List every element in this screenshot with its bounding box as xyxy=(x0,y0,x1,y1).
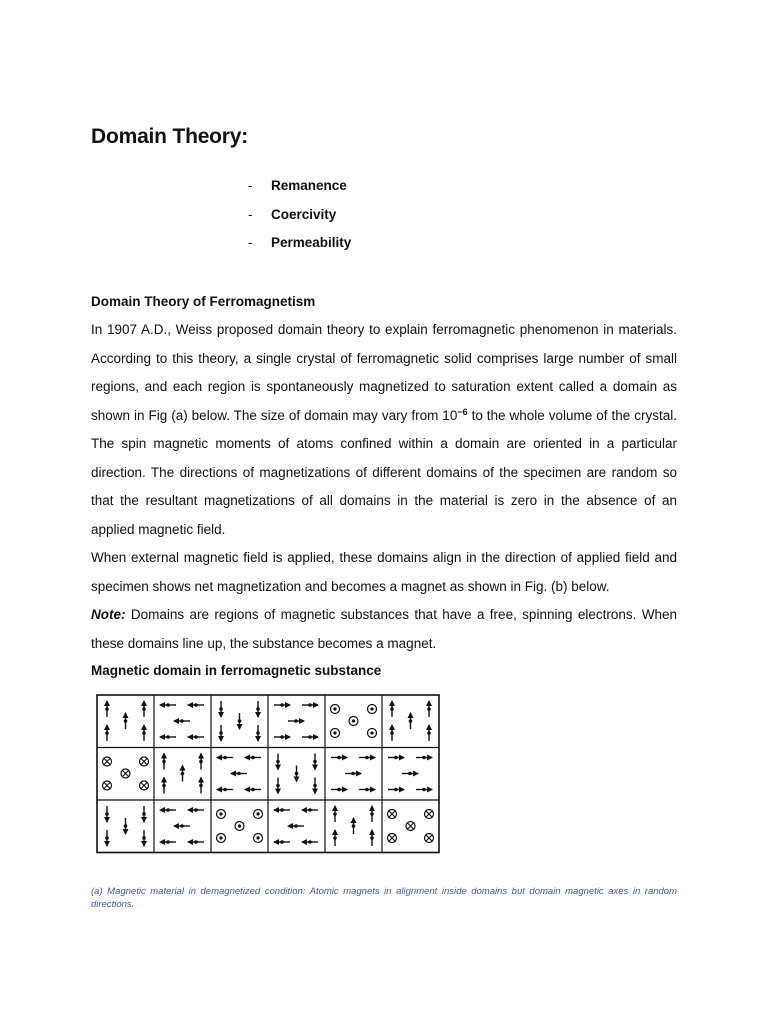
figure-heading: Magnetic domain in ferromagnetic substance xyxy=(91,663,382,678)
bullet-dash: - xyxy=(248,206,253,222)
section-heading: Domain Theory of Ferromagnetism xyxy=(91,294,316,309)
atom-dot-icon xyxy=(370,812,374,816)
domain-cell xyxy=(390,701,431,741)
domain-cell xyxy=(276,754,317,794)
atom-dot-icon xyxy=(422,756,426,760)
paragraph-intro xyxy=(91,316,677,544)
atom-dot-icon xyxy=(427,731,431,735)
atom-dot-icon xyxy=(308,735,312,739)
domain-grid-diagram xyxy=(95,693,441,855)
note-paragraph xyxy=(91,601,677,658)
atom-dot-icon xyxy=(313,784,317,788)
atom-dot-icon xyxy=(280,735,284,739)
atom-dot-icon xyxy=(308,703,312,707)
domain-cell xyxy=(388,756,432,792)
atom-dot-icon xyxy=(223,788,227,792)
atom-dot-icon xyxy=(251,756,255,760)
atom-dot-icon xyxy=(295,772,299,776)
atom-dot-icon xyxy=(166,840,170,844)
atom-dot-icon xyxy=(166,703,170,707)
atom-dot-icon xyxy=(105,731,109,735)
atom-dot-icon xyxy=(180,824,184,828)
atom-dot-icon xyxy=(337,756,341,760)
atom-dot-icon xyxy=(308,808,312,812)
domain-cell xyxy=(162,754,203,794)
bullet-label: Permeability xyxy=(271,235,352,250)
domain-cell xyxy=(331,756,375,792)
field-out-dot-icon xyxy=(256,836,259,839)
bullet-label: Remanence xyxy=(271,178,347,193)
atom-dot-icon xyxy=(280,840,284,844)
page-title: Domain Theory: xyxy=(91,125,249,148)
atom-dot-icon xyxy=(124,719,128,723)
atom-dot-icon xyxy=(251,788,255,792)
field-out-dot-icon xyxy=(370,731,373,734)
atom-dot-icon xyxy=(162,760,166,764)
paragraph-applied-field: When external magnetic field is applied, these domains align in the direction of applied field and specimen shows net magnetization and becomes a magnet as shown in Fig. (b) below. xyxy=(91,550,677,594)
atom-dot-icon xyxy=(365,788,369,792)
atom-dot-icon xyxy=(194,703,198,707)
atom-dot-icon xyxy=(337,788,341,792)
atom-dot-icon xyxy=(219,731,223,735)
atom-dot-icon xyxy=(142,707,146,711)
field-out-dot-icon xyxy=(333,707,336,710)
atom-dot-icon xyxy=(280,703,284,707)
atom-dot-icon xyxy=(194,735,198,739)
atom-dot-icon xyxy=(105,707,109,711)
field-out-dot-icon xyxy=(219,836,222,839)
atom-dot-icon xyxy=(105,812,109,816)
domain-cell xyxy=(388,810,434,843)
bullet-dash: - xyxy=(248,178,253,193)
paragraph-intro-text-b: to the whole volume of the crystal. The spin magnetic moments of atoms confined within a domain are oriented in a particular direction. The directions of magnetizations of different domains of the specimen are random so that the resultant magnetizations of all domains in the material is zero in the absence of an applied magnetic field. xyxy=(91,407,678,537)
atom-dot-icon xyxy=(427,707,431,711)
atom-dot-icon xyxy=(351,772,355,776)
atom-dot-icon xyxy=(256,731,260,735)
domain-cell xyxy=(105,806,146,846)
domain-cell xyxy=(274,703,318,739)
bullet-item xyxy=(248,207,351,236)
atom-dot-icon xyxy=(142,731,146,735)
atom-dot-icon xyxy=(294,719,298,723)
atom-dot-icon xyxy=(199,760,203,764)
atom-dot-icon xyxy=(422,788,426,792)
atom-dot-icon xyxy=(162,784,166,788)
atom-dot-icon xyxy=(280,808,284,812)
atom-dot-icon xyxy=(223,756,227,760)
atom-dot-icon xyxy=(276,760,280,764)
atom-dot-icon xyxy=(313,760,317,764)
atom-dot-icon xyxy=(409,719,413,723)
field-out-dot-icon xyxy=(256,812,259,815)
atom-dot-icon xyxy=(181,772,185,776)
atom-dot-icon xyxy=(256,707,260,711)
atom-dot-icon xyxy=(142,836,146,840)
bullet-item xyxy=(248,178,351,207)
atom-dot-icon xyxy=(308,840,312,844)
exponent: −6 xyxy=(457,406,468,417)
bullet-list xyxy=(248,178,351,264)
atom-dot-icon xyxy=(180,719,184,723)
domain-cell xyxy=(331,705,377,738)
atom-dot-icon xyxy=(390,707,394,711)
atom-dot-icon xyxy=(352,824,356,828)
paragraph-intro-text-a: In 1907 A.D., Weiss proposed domain theory to explain ferromagnetic phenomenon in materials. According to this theory, a single crystal of ferromagnetic solid comprises large number of small regions, and each region is spontaneously magnetized to saturation extent called a domain as shown in Fig (a) below. The size of domain may vary from 10 xyxy=(91,322,677,423)
atom-dot-icon xyxy=(199,784,203,788)
bullet-label: Coercivity xyxy=(271,206,337,222)
domain-cell xyxy=(160,703,204,739)
atom-dot-icon xyxy=(370,836,374,840)
bullet-dash: - xyxy=(248,235,253,250)
note-label: Note: xyxy=(91,607,126,622)
note-text: Domains are regions of magnetic substances that have a free, spinning electrons. When these domains line up, the substance becomes a magnet. xyxy=(91,607,677,651)
atom-dot-icon xyxy=(238,719,242,723)
atom-dot-icon xyxy=(166,735,170,739)
atom-dot-icon xyxy=(194,840,198,844)
domain-cell xyxy=(333,806,374,846)
domain-cell xyxy=(105,701,146,741)
atom-dot-icon xyxy=(394,788,398,792)
domain-cell xyxy=(274,808,318,844)
domain-cell xyxy=(219,701,260,741)
domain-cell xyxy=(217,810,263,843)
atom-dot-icon xyxy=(394,756,398,760)
field-out-dot-icon xyxy=(333,731,336,734)
atom-dot-icon xyxy=(194,808,198,812)
atom-dot-icon xyxy=(333,812,337,816)
domain-cell xyxy=(103,757,149,790)
atom-dot-icon xyxy=(105,836,109,840)
field-out-dot-icon xyxy=(219,812,222,815)
atom-dot-icon xyxy=(237,772,241,776)
field-out-dot-icon xyxy=(238,824,241,827)
domain-cell xyxy=(217,756,261,792)
atom-dot-icon xyxy=(294,824,298,828)
atom-dot-icon xyxy=(276,784,280,788)
bullet-item xyxy=(248,235,351,264)
atom-dot-icon xyxy=(142,812,146,816)
atom-dot-icon xyxy=(124,824,128,828)
atom-dot-icon xyxy=(219,707,223,711)
domain-cell xyxy=(160,808,204,844)
atom-dot-icon xyxy=(408,772,412,776)
atom-dot-icon xyxy=(390,731,394,735)
field-out-dot-icon xyxy=(352,719,355,722)
figure-caption: (a) Magnetic material in demagnetized condition: Atomic magnets in alignment inside domains but domain magnetic axes in random directions. xyxy=(91,886,677,910)
atom-dot-icon xyxy=(333,836,337,840)
field-out-dot-icon xyxy=(370,707,373,710)
domain-figure xyxy=(95,693,441,860)
atom-dot-icon xyxy=(365,756,369,760)
atom-dot-icon xyxy=(166,808,170,812)
